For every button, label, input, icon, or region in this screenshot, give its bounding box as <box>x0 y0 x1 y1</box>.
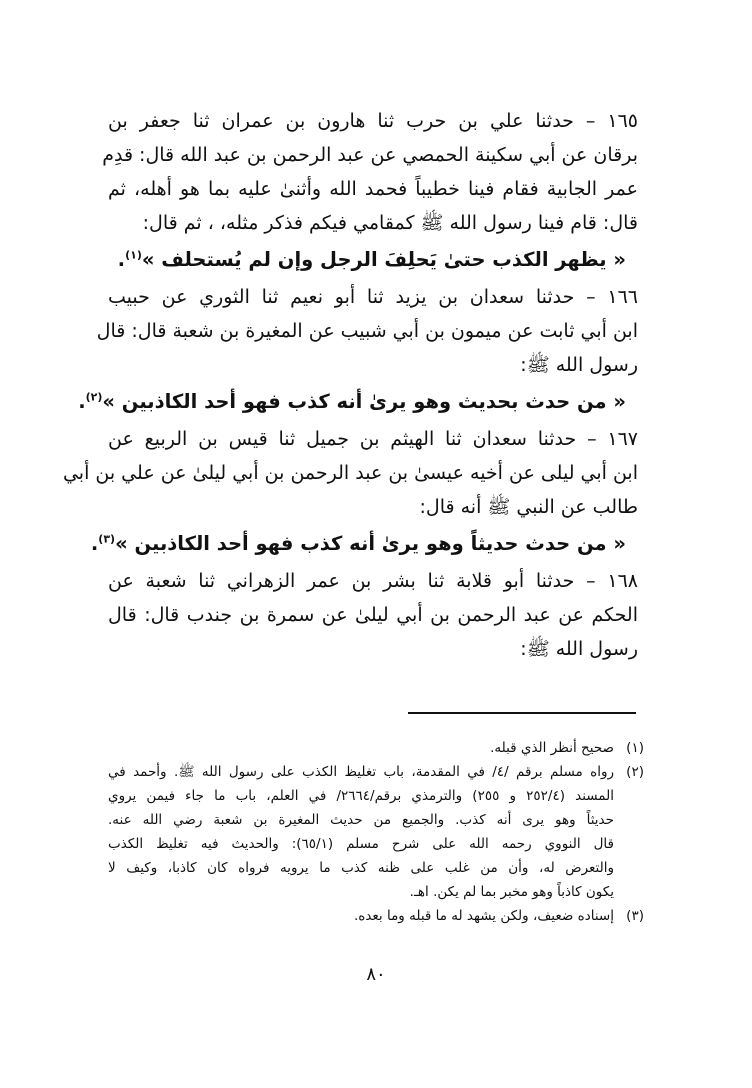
hadith-167-quote: « من حدث حديثاً وهو يرىٰ أنه كذب فهو أحد الكاذبين »$^{(٣)}$. <box>90 532 626 555</box>
hadith-167-line-2: ابن أبي ليلى عن أخيه عيسىٰ بن عبد الرحمن بن أبي ليلىٰ عن علي بن أبي <box>62 462 638 484</box>
footnote-2-body <box>108 760 614 904</box>
hadith-168-line-3: رسول الله ﷺ: <box>520 638 638 660</box>
footnote-3-body <box>108 904 614 928</box>
footnote-1-number: (١) <box>626 740 644 756</box>
hadith-165-line-1: ١٦٥ – حدثنا علي بن حرب ثنا هارون بن عمران ثنا جعفر بن <box>108 110 638 132</box>
footnote-3-line-1: إسناده ضعيف، ولكن يشهد له ما قبله وما بعده. <box>353 908 614 924</box>
hadith-165-quote: « يظهر الكذب حتىٰ يَحلِفَ الرجل وإن لم يُستحلف »$^{(١)}$. <box>117 248 626 271</box>
footnote-1-body <box>108 736 614 760</box>
footnote-ref-2[interactable]: (٢) <box>85 390 103 404</box>
footnote-3 <box>108 904 644 928</box>
hadith-165-quote-text: « يظهر الكذب حتىٰ يَحلِفَ الرجل وإن لم يُستحلف » <box>141 248 626 271</box>
hadith-167-line-3: طالب عن النبي ﷺ أنه قال: <box>419 496 638 518</box>
footnote-2-line-6: يكون كاذباً وهو مخبر بما لم يكن. اهـ. <box>409 884 614 900</box>
hadith-166-line-3: رسول الله ﷺ: <box>520 354 638 376</box>
footnote-2-line-1: رواه مسلم برقم /٤/ في المقدمة، باب تغليظ الكذب على رسول الله ﷺ. وأحمد في <box>108 764 614 780</box>
hadith-166-quote-text: « من حدث بحديث وهو يرىٰ أنه كذب فهو أحد الكاذبين » <box>102 390 626 413</box>
footnote-1 <box>108 736 644 760</box>
footnote-2-line-2: المسند (٢٥٢/٤ و ٢٥٥) والترمذي برقم/٢٦٦٤/ في العلم، باب ما جاء فيمن يروي <box>108 788 614 804</box>
footnote-2-number: (٢) <box>626 764 644 780</box>
hadith-166-quote: « من حدث بحديث وهو يرىٰ أنه كذب فهو أحد الكاذبين »$^{(٢)}$. <box>78 390 626 413</box>
main-text <box>62 104 638 666</box>
footnote-2-line-3: حديثاً وهو يرى أنه كذب. والجميع من حديث المغيرة بن شعبة رضي الله عنه. <box>108 812 614 828</box>
footnote-1-line-1: صحيح أنظر الذي قبله. <box>490 740 614 756</box>
footnote-ref-3[interactable]: (٣) <box>98 532 116 546</box>
hadith-165-line-3: عمر الجابية فقام فينا خطيباً فحمد الله وأثنىٰ عليه بما هو أهله، ثم <box>108 178 638 200</box>
hadith-167-quote-text: « من حدث حديثاً وهو يرىٰ أنه كذب فهو أحد الكاذبين » <box>115 532 626 555</box>
footnote-2-line-5: والتعرض له، وأن من غلب على ظنه كذب ما يرويه فرواه كان كاذبا، وكيف لا <box>108 860 614 876</box>
page-number: ٨٠ <box>366 964 386 985</box>
footnote-divider <box>408 712 636 714</box>
hadith-167-line-1: ١٦٧ – حدثنا سعدان ثنا الهيثم بن جميل ثنا قيس بن الربيع عن <box>108 428 638 450</box>
hadith-166-line-1: ١٦٦ – حدثنا سعدان بن يزيد ثنا أبو نعيم ثنا الثوري عن حبيب <box>108 286 638 308</box>
hadith-168-line-1: ١٦٨ – حدثنا أبو قلابة ثنا بشر بن عمر الزهراني ثنا شعبة عن <box>108 570 638 592</box>
hadith-166-line-2: ابن أبي ثابت عن ميمون بن أبي شبيب عن المغيرة بن شعبة قال: قال <box>96 320 638 342</box>
footnote-ref-1[interactable]: (١) <box>125 248 142 262</box>
hadith-168-line-2: الحكم عن عبد الرحمن بن أبي ليلىٰ عن سمرة بن جندب قال: قال <box>108 604 638 626</box>
hadith-165-line-4: قال: قام فينا رسول الله ﷺ كمقامي فيكم فذكر مثله، ، ثم قال: <box>142 212 638 234</box>
footnotes <box>108 736 644 928</box>
footnote-3-number: (٣) <box>626 908 644 924</box>
footnote-2-line-4: قال النووي رحمه الله على شرح مسلم (٦٥/١): والحديث فيه تغليظ الكذب <box>108 836 614 852</box>
hadith-165-line-2: برقان عن أبي سكينة الحمصي عن عبد الرحمن بن عبد الله قال: قدِم <box>102 144 638 166</box>
footnote-2 <box>108 760 644 904</box>
